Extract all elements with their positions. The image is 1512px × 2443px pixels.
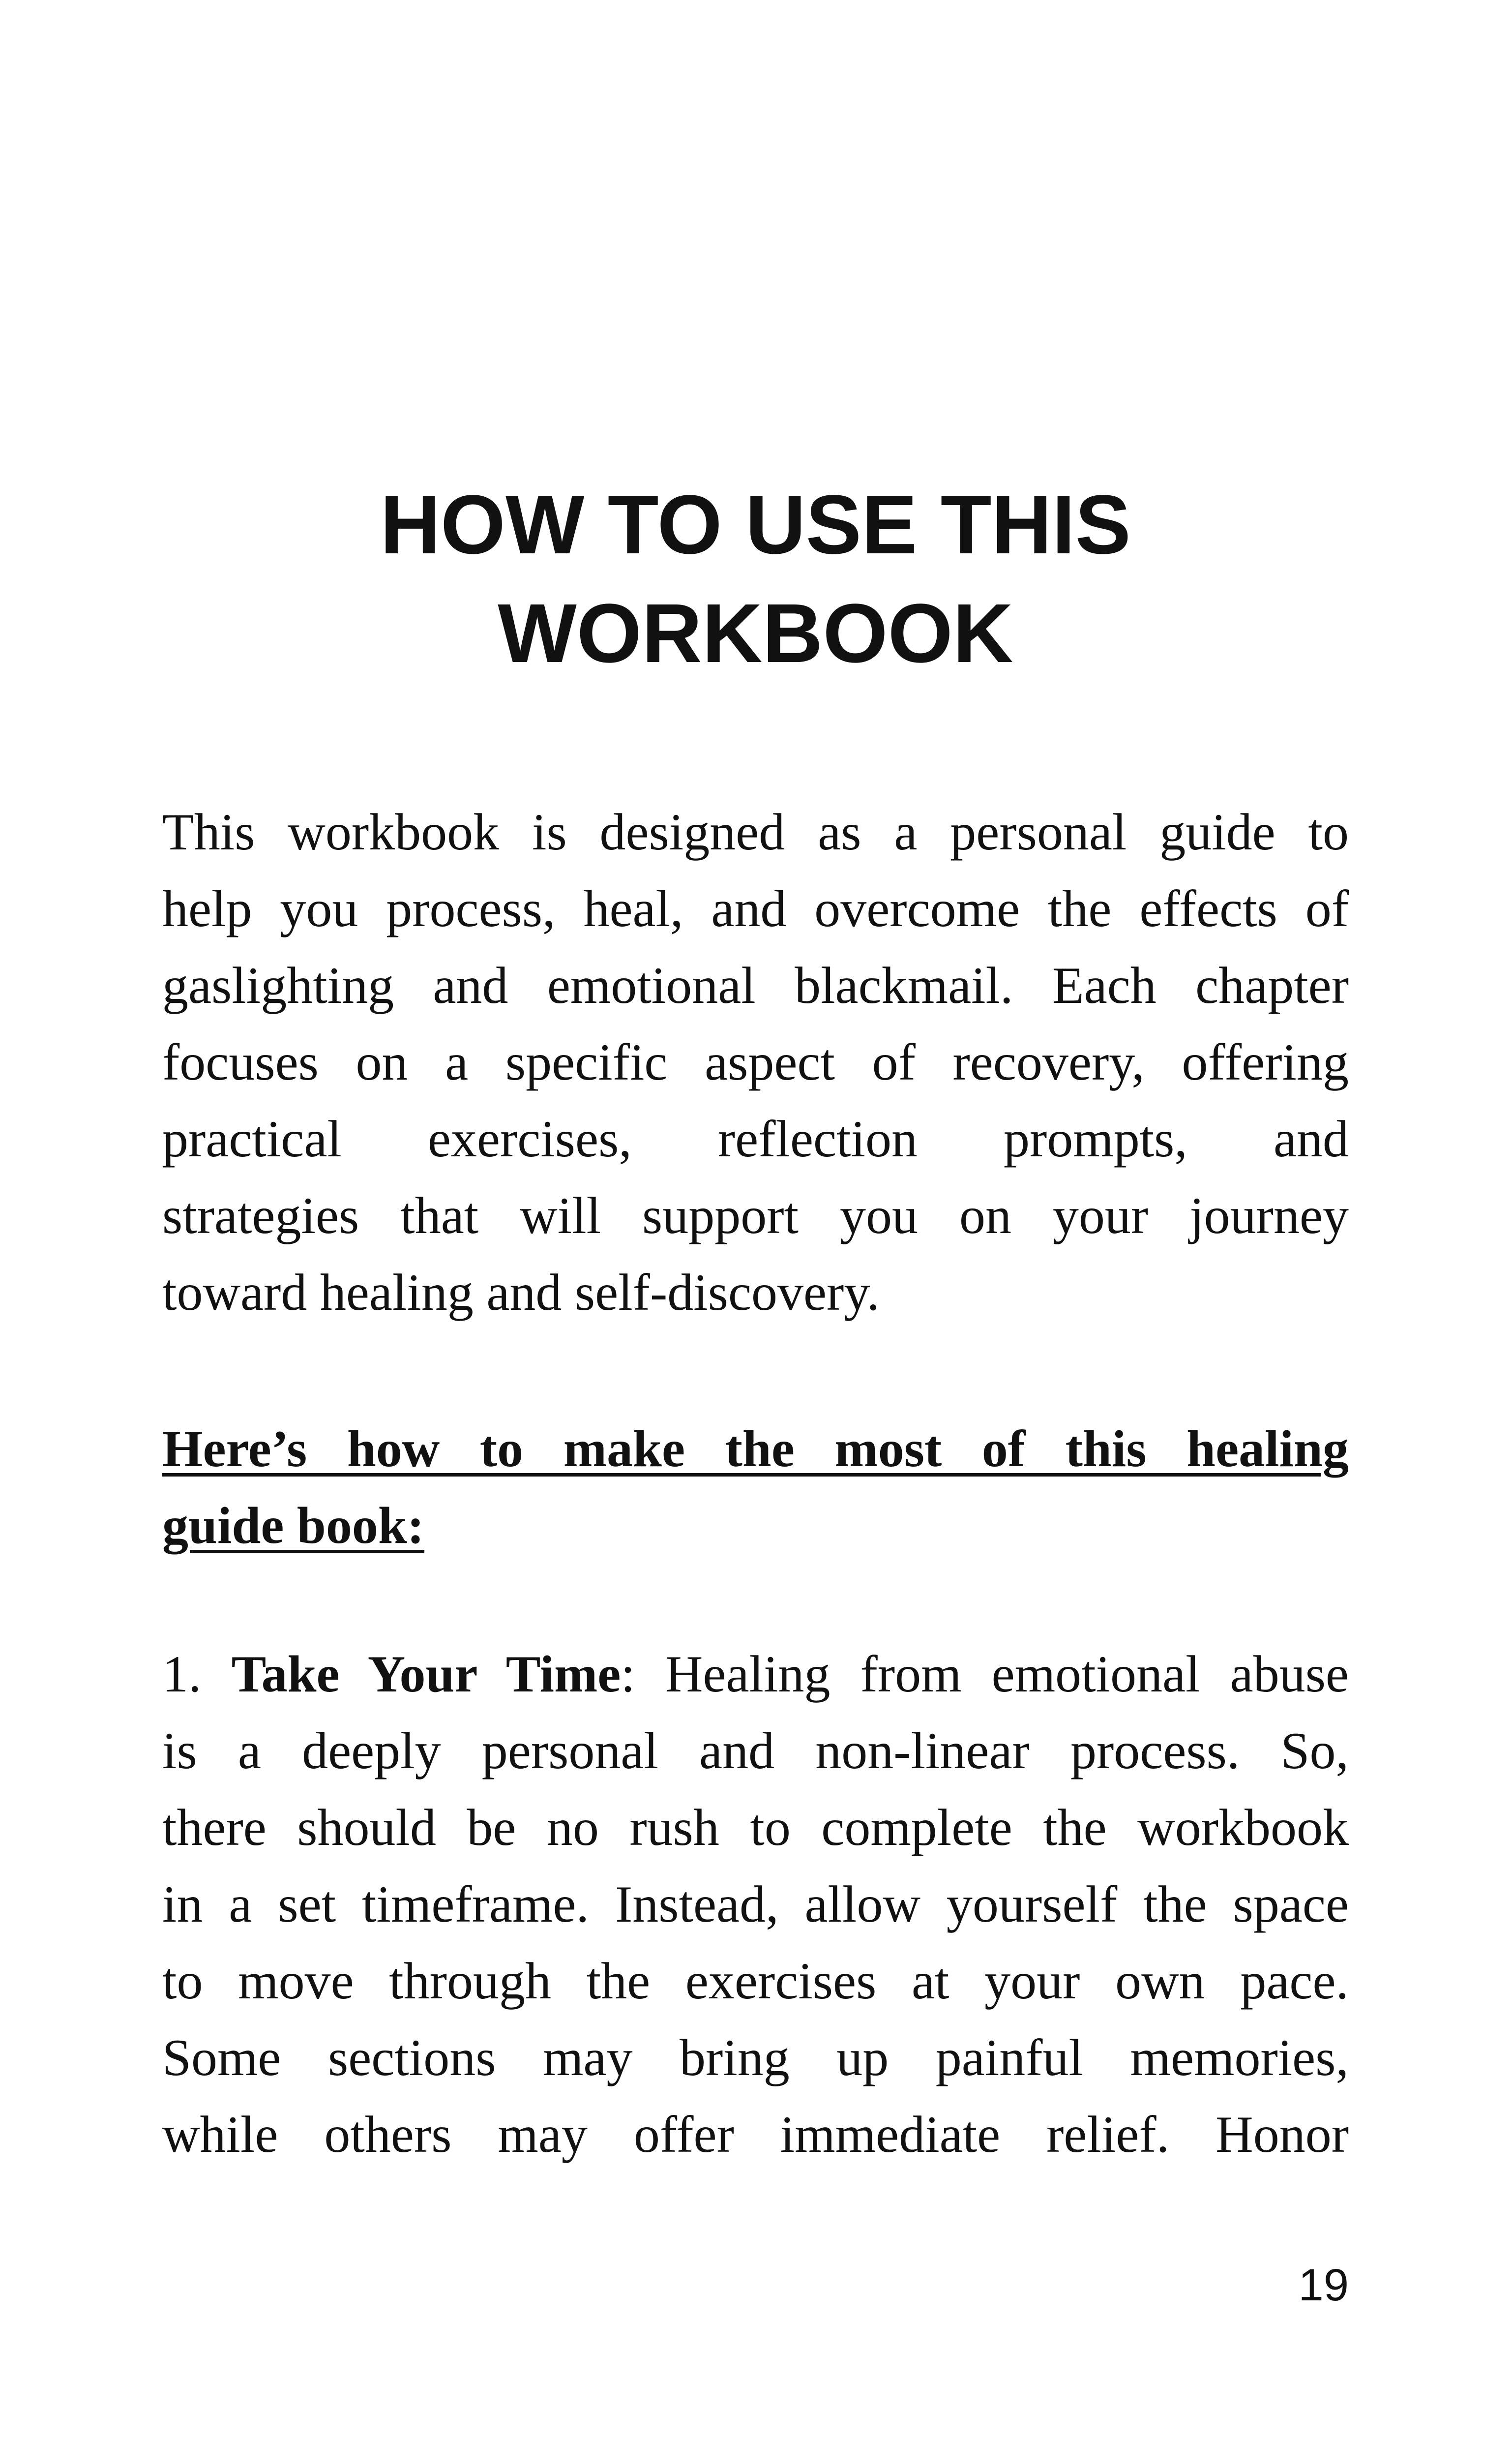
- intro-line: gaslighting and emotional blackmail. Each chapter: [162, 957, 1349, 1014]
- section-subheading: [162, 1411, 1349, 1564]
- list-item-line: Some sections may bring up painful memories,: [162, 2029, 1349, 2086]
- list-item-term: Take Your Time: [231, 1645, 621, 1703]
- intro-line: strategies that will support you on your journey: [162, 1187, 1349, 1244]
- list-item-first-line: [162, 1636, 1349, 1713]
- list-item-line: is a deeply personal and non-linear process. So,: [162, 1722, 1349, 1779]
- page-number: 19: [1298, 2260, 1349, 2310]
- intro-line: focuses on a specific aspect of recovery, offering: [162, 1033, 1349, 1091]
- intro-paragraph: [162, 794, 1349, 1331]
- subheading-line: Here’s how to make the most of this healing: [162, 1420, 1349, 1478]
- subheading-line: guide book:: [162, 1497, 425, 1554]
- intro-line: This workbook is designed as a personal guide to: [162, 803, 1349, 861]
- list-item-text: : Healing from emotional abuse: [621, 1645, 1349, 1703]
- list-item-take-your-time: [162, 1636, 1349, 2173]
- list-item-line: while others may offer immediate relief. Honor: [162, 2106, 1349, 2163]
- list-item-line: there should be no rush to complete the workbook: [162, 1799, 1349, 1856]
- page-title-line-2: WORKBOOK: [498, 587, 1013, 680]
- list-item-line: to move through the exercises at your own pace.: [162, 1952, 1349, 2010]
- page-title-line-1: HOW TO USE THIS: [380, 478, 1131, 572]
- intro-line: practical exercises, reflection prompts, and: [162, 1110, 1349, 1168]
- intro-line: help you process, heal, and overcome the effects of: [162, 880, 1349, 937]
- list-item-number: 1.: [162, 1645, 232, 1703]
- list-item-line: in a set timeframe. Instead, allow yourself the space: [162, 1875, 1349, 1933]
- intro-line: toward healing and self-discovery.: [162, 1264, 880, 1321]
